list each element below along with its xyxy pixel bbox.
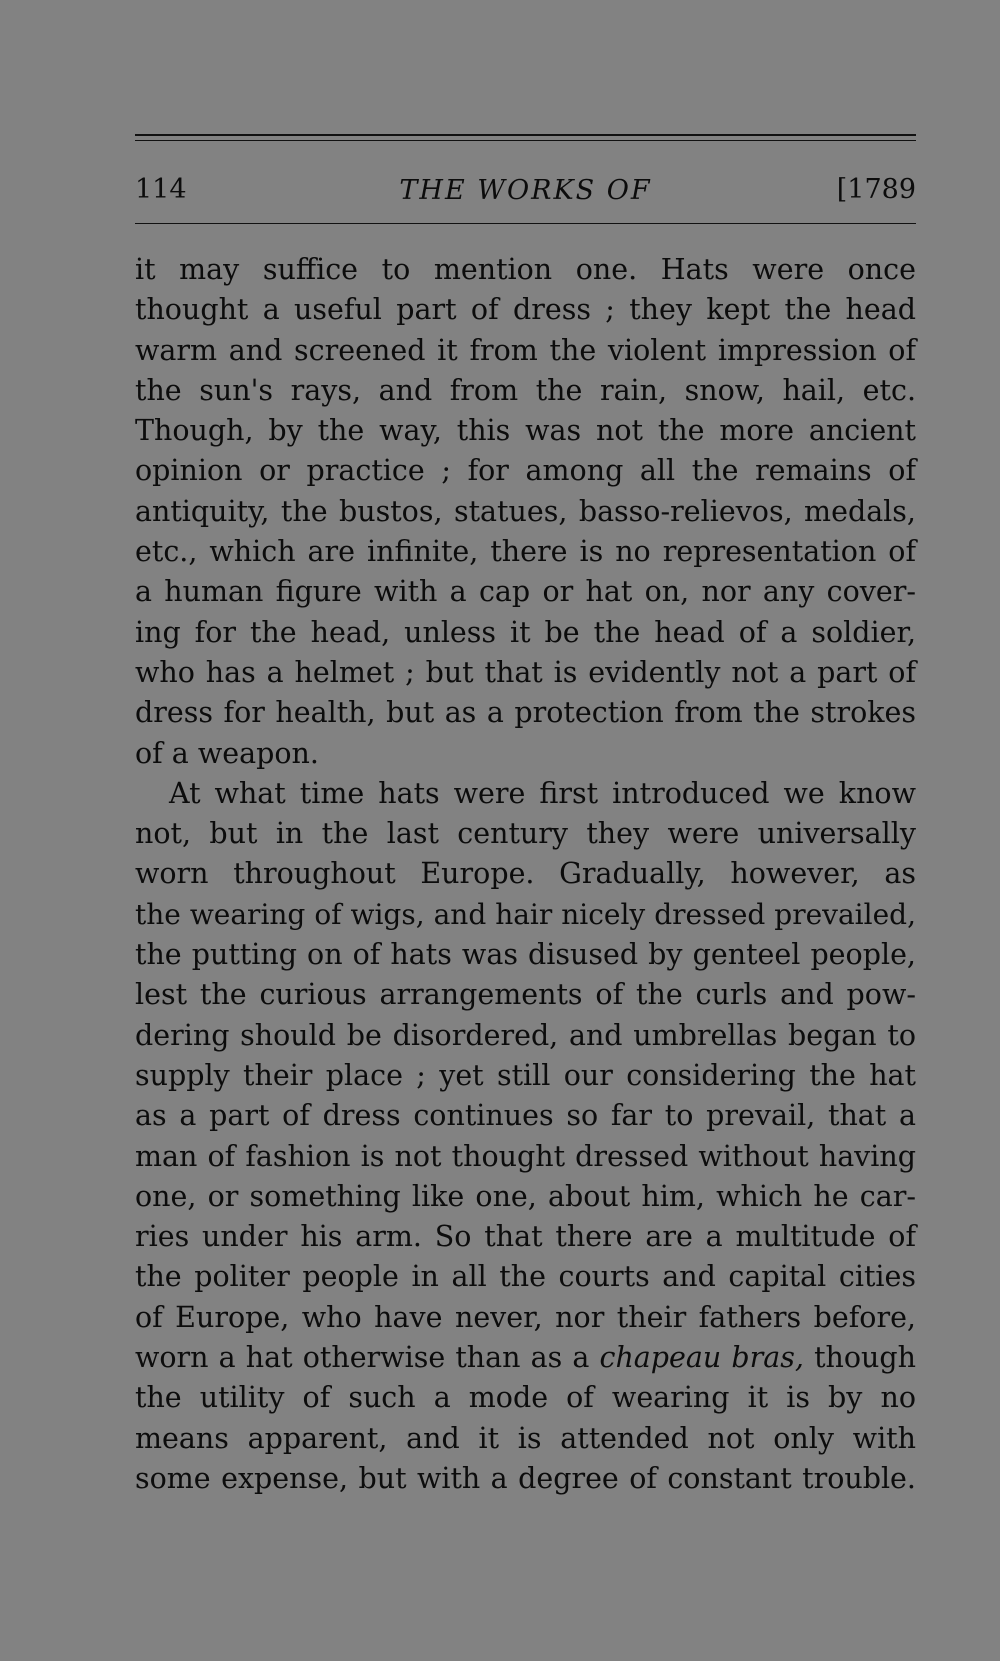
paragraph — [135, 774, 916, 1499]
text-line: as a part of dress continues so far to prevail, that a — [135, 1099, 916, 1133]
running-title: THE WORKS OF — [399, 175, 652, 206]
body-text — [135, 250, 916, 1499]
page-number: 114 — [135, 174, 187, 205]
text-line: dress for health, but as a protection from the strokes — [135, 696, 916, 730]
text-line: etc., which are infinite, there is no representation of — [135, 535, 916, 569]
text-line: of a weapon. — [135, 736, 319, 770]
text-line: dering should be disordered, and umbrellas began to — [135, 1018, 916, 1052]
header-double-rule — [135, 134, 916, 141]
text-line: who has a helmet ; but that is evidently not a part of — [135, 655, 916, 689]
book-page — [135, 134, 916, 1499]
text-line: lest the curious arrangements of the curls and pow- — [135, 978, 916, 1012]
header-year: [1789 — [836, 174, 916, 205]
text-line: supply their place ; yet still our considering the hat — [135, 1058, 916, 1092]
header-rule — [135, 223, 916, 224]
text-line: ries under his arm. So that there are a multitude of — [135, 1220, 916, 1254]
text-line: antiquity, the bustos, statues, basso-relievos, medals, — [135, 494, 916, 528]
text-line: Though, by the way, this was not the more ancient — [135, 414, 916, 448]
text-segment: though — [803, 1341, 916, 1375]
text-line: man of fashion is not thought dressed without having — [135, 1139, 916, 1173]
running-header — [135, 141, 916, 206]
text-line: worn throughout Europe. Gradually, however, as — [135, 857, 916, 891]
text-segment: worn a hat otherwise than as a — [135, 1341, 600, 1375]
text-line: the utility of such a mode of wearing it is by no — [135, 1381, 916, 1415]
italic-phrase: chapeau bras, — [599, 1341, 804, 1375]
text-line: warm and screened it from the violent impression of — [135, 333, 916, 367]
text-line: the politer people in all the courts and capital cities — [135, 1260, 916, 1294]
text-line: At what time hats were first introduced we know — [169, 776, 916, 810]
text-line: one, or something like one, about him, which he car- — [135, 1179, 916, 1213]
text-line: the sun's rays, and from the rain, snow, hail, etc. — [135, 373, 916, 407]
text-line: the putting on of hats was disused by genteel people, — [135, 938, 916, 972]
text-line: opinion or practice ; for among all the remains of — [135, 454, 916, 488]
text-line: some expense, but with a degree of constant trouble. — [135, 1461, 916, 1495]
text-line: not, but in the last century they were universally — [135, 817, 916, 851]
text-line: the wearing of wigs, and hair nicely dressed prevailed, — [135, 897, 916, 931]
paragraph — [135, 250, 916, 774]
text-line: thought a useful part of dress ; they kept the head — [135, 293, 916, 327]
text-line: a human figure with a cap or hat on, nor any cover- — [135, 575, 916, 609]
text-line: of Europe, who have never, nor their fathers before, — [135, 1300, 916, 1334]
text-line: means apparent, and it is attended not only with — [135, 1421, 916, 1455]
text-line: ing for the head, unless it be the head of a soldier, — [135, 615, 916, 649]
text-line: it may suffice to mention one. Hats were once — [135, 253, 916, 286]
text-line-chapeau — [135, 1338, 916, 1378]
